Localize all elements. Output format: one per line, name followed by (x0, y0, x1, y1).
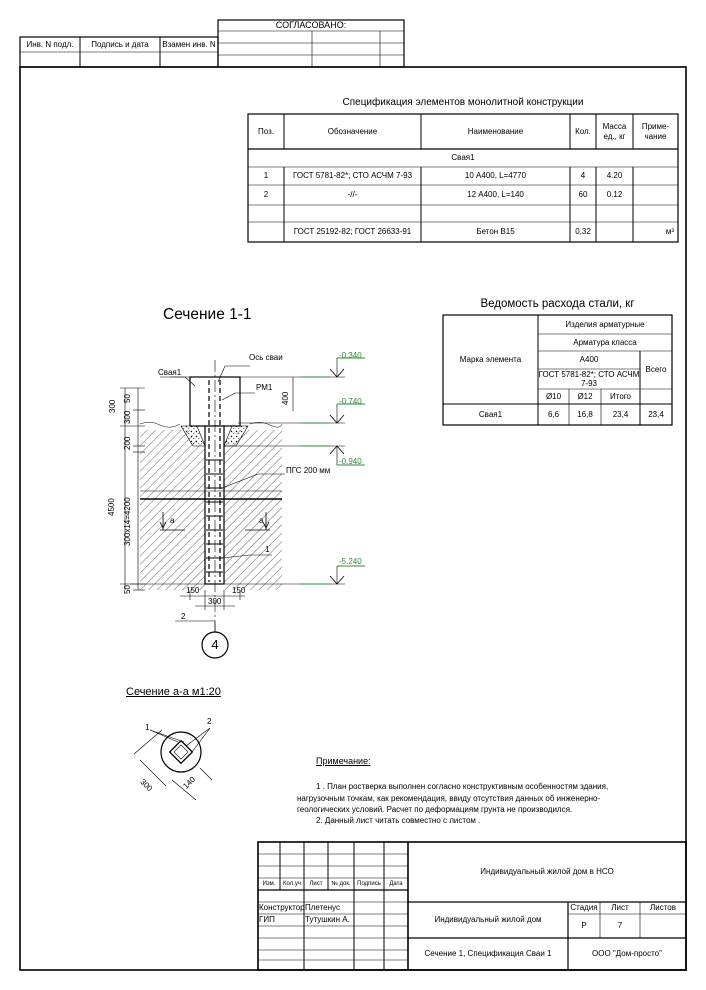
approval-col-inv: Инв. N подл. (26, 39, 74, 49)
spec-title: Спецификация элементов монолитной конструкции (342, 97, 584, 109)
pile-label: Свая1 (158, 368, 182, 377)
steel-title: Ведомость расхода стали, кг (480, 298, 635, 311)
steel-class-header: Арматура класса (573, 337, 637, 347)
dim-2: 2 (181, 612, 186, 621)
approval-col-replace: Взамен инв. N (162, 39, 216, 49)
tb-col-koluch: Кол.уч (283, 880, 301, 887)
dim-300-bottom: 300 (208, 597, 222, 606)
spec-row-pos: 2 (263, 190, 269, 200)
steel-mark-header: Марка элемента (459, 354, 522, 364)
note-line: 1 . План ростверка выполнен согласно конструктивным особенностям здания, (316, 782, 609, 791)
spec-group: Свая1 (451, 153, 475, 163)
spec-row-name: 10 А400, L=4770 (464, 171, 527, 181)
steel-row-mark: Свая1 (478, 409, 503, 419)
axis-4-label: 4 (211, 637, 219, 652)
soil-hatch-right (224, 428, 282, 590)
spec-header-pos: Поз. (258, 126, 274, 136)
tb-role-designer: Конструктор (259, 903, 305, 913)
steel-products: Изделия арматурные (565, 319, 645, 329)
steel-total-header: Всего (645, 365, 667, 375)
dim-400: 400 (281, 391, 290, 405)
cut-label-left: а (170, 516, 175, 525)
tb-sheet-header: Лист (611, 903, 629, 913)
tb-col-izm: Изм. (262, 880, 276, 887)
steel-row-total: 23,4 (648, 409, 664, 419)
tb-object: Индивидуальный жилой дом (434, 915, 542, 925)
spec-header-designation: Обозначение (327, 126, 378, 136)
dim-50: 50 (123, 394, 132, 403)
tb-name-gip: Тутушкин А. (305, 915, 350, 925)
dim-150-left: 150 (186, 586, 200, 595)
tb-drawing: Сечение 1, Спецификация Сваи 1 (424, 949, 552, 959)
elevation-4: -5.240 (339, 557, 362, 566)
tb-sheets (640, 914, 686, 938)
spec-header-mass: Масса ед., кг (602, 122, 627, 141)
tb-role-gip: ГИП (259, 915, 275, 925)
spec-row-pos: 1 (263, 171, 269, 181)
spec-row-mass: 0.12 (606, 190, 623, 200)
steel-d12: Ø12 (577, 391, 593, 401)
tb-sheets-header: Листов (650, 903, 676, 913)
pm-label: РМ1 (256, 383, 273, 392)
steel-row-d12: 16,8 (577, 409, 593, 419)
pile-shaft (205, 426, 224, 584)
approval-col-sign: Подпись и дата (91, 39, 149, 49)
dim-50-bottom: 50 (123, 585, 132, 594)
approval-title: СОГЛАСОВАНО: (275, 20, 347, 31)
spec-header-qty: Кол. (575, 126, 591, 136)
spec-header-note: Приме- чание (641, 122, 670, 141)
dim-150-right: 150 (232, 586, 246, 595)
spec-row-mass: 4.20 (606, 171, 623, 181)
dim-200: 200 (123, 436, 132, 450)
tb-sheet: 7 (617, 921, 623, 931)
spec-row-name: 12 А400, L=140 (467, 190, 524, 200)
dim-300-top: 300 (108, 399, 117, 413)
position-label: 1 (265, 545, 270, 554)
section-a-a-dim-140: 140 (181, 774, 198, 791)
tb-company: ООО "Дом-просто" (592, 949, 662, 959)
steel-d10: Ø10 (545, 391, 562, 401)
cut-label-right: а (259, 516, 264, 525)
elevation-3: -0.940 (339, 457, 362, 466)
tb-stage: Р (581, 921, 587, 931)
note-line: нагрузочным точкам, как рекомендация, ввиду отсутствия данных об инженерно- (297, 794, 601, 803)
elevation-2: -0.740 (339, 397, 362, 406)
spec-row-designation: ГОСТ 25192-82; ГОСТ 26633-91 (293, 227, 412, 237)
section-a-a-label-1: 1 (145, 723, 150, 732)
section-a-a-dim-300: 300 (138, 777, 155, 794)
tb-name-designer: Плетенус (305, 903, 340, 913)
dim-300: 300 (123, 410, 132, 424)
pgs-label: ПГС 200 мм (286, 466, 331, 475)
tb-col-list: Лист (309, 880, 323, 887)
tb-stage-header: Стадия (570, 903, 598, 913)
tb-col-date: Дата (389, 880, 403, 887)
tb-col-sign: Подпись (357, 880, 381, 887)
section-1-1-title: Сечение 1-1 (163, 306, 252, 323)
dim-300x14: 300х14=4200 (123, 497, 132, 546)
note-line: 2. Данный лист читать совместно с листом . (316, 816, 481, 825)
spec-row-designation: -//- (347, 190, 358, 200)
steel-row-subtotal: 23,4 (612, 409, 629, 419)
tb-col-ndoc: № док. (331, 880, 351, 887)
steel-subtotal-header: Итого (610, 391, 631, 401)
elevation-1: -0.340 (339, 351, 362, 360)
spec-row-qty: 0,32 (575, 227, 591, 237)
spec-row-designation: ГОСТ 5781-82*; СТО АСЧМ 7-93 (292, 171, 413, 181)
section-a-a-label-2: 2 (207, 717, 212, 726)
section-1-1-drawing (120, 358, 365, 658)
soil-hatch-left (140, 428, 205, 590)
tb-project: Индивидуальный жилой дом в НСО (480, 867, 614, 877)
section-a-a-title: Сечение а-а м1:20 (126, 686, 221, 698)
axis-label: Ось сваи (249, 353, 283, 362)
note-line: геологических условий. Расчет по деформациям грунта не производился. (297, 805, 573, 814)
spec-row-note: м³ (665, 227, 674, 237)
steel-class: А400 (579, 355, 599, 365)
dim-4500: 4500 (107, 498, 116, 516)
spec-row-name: Бетон В15 (476, 227, 515, 237)
spec-row-qty: 4 (580, 171, 586, 181)
steel-row-d10: 6,6 (547, 409, 560, 419)
spec-header-name: Наименование (467, 126, 524, 136)
notes-title: Примечание: (316, 756, 371, 766)
spec-row-qty: 60 (578, 190, 588, 200)
steel-standard: ГОСТ 5781-82*; СТО АСЧМ 7-93 (538, 369, 640, 388)
